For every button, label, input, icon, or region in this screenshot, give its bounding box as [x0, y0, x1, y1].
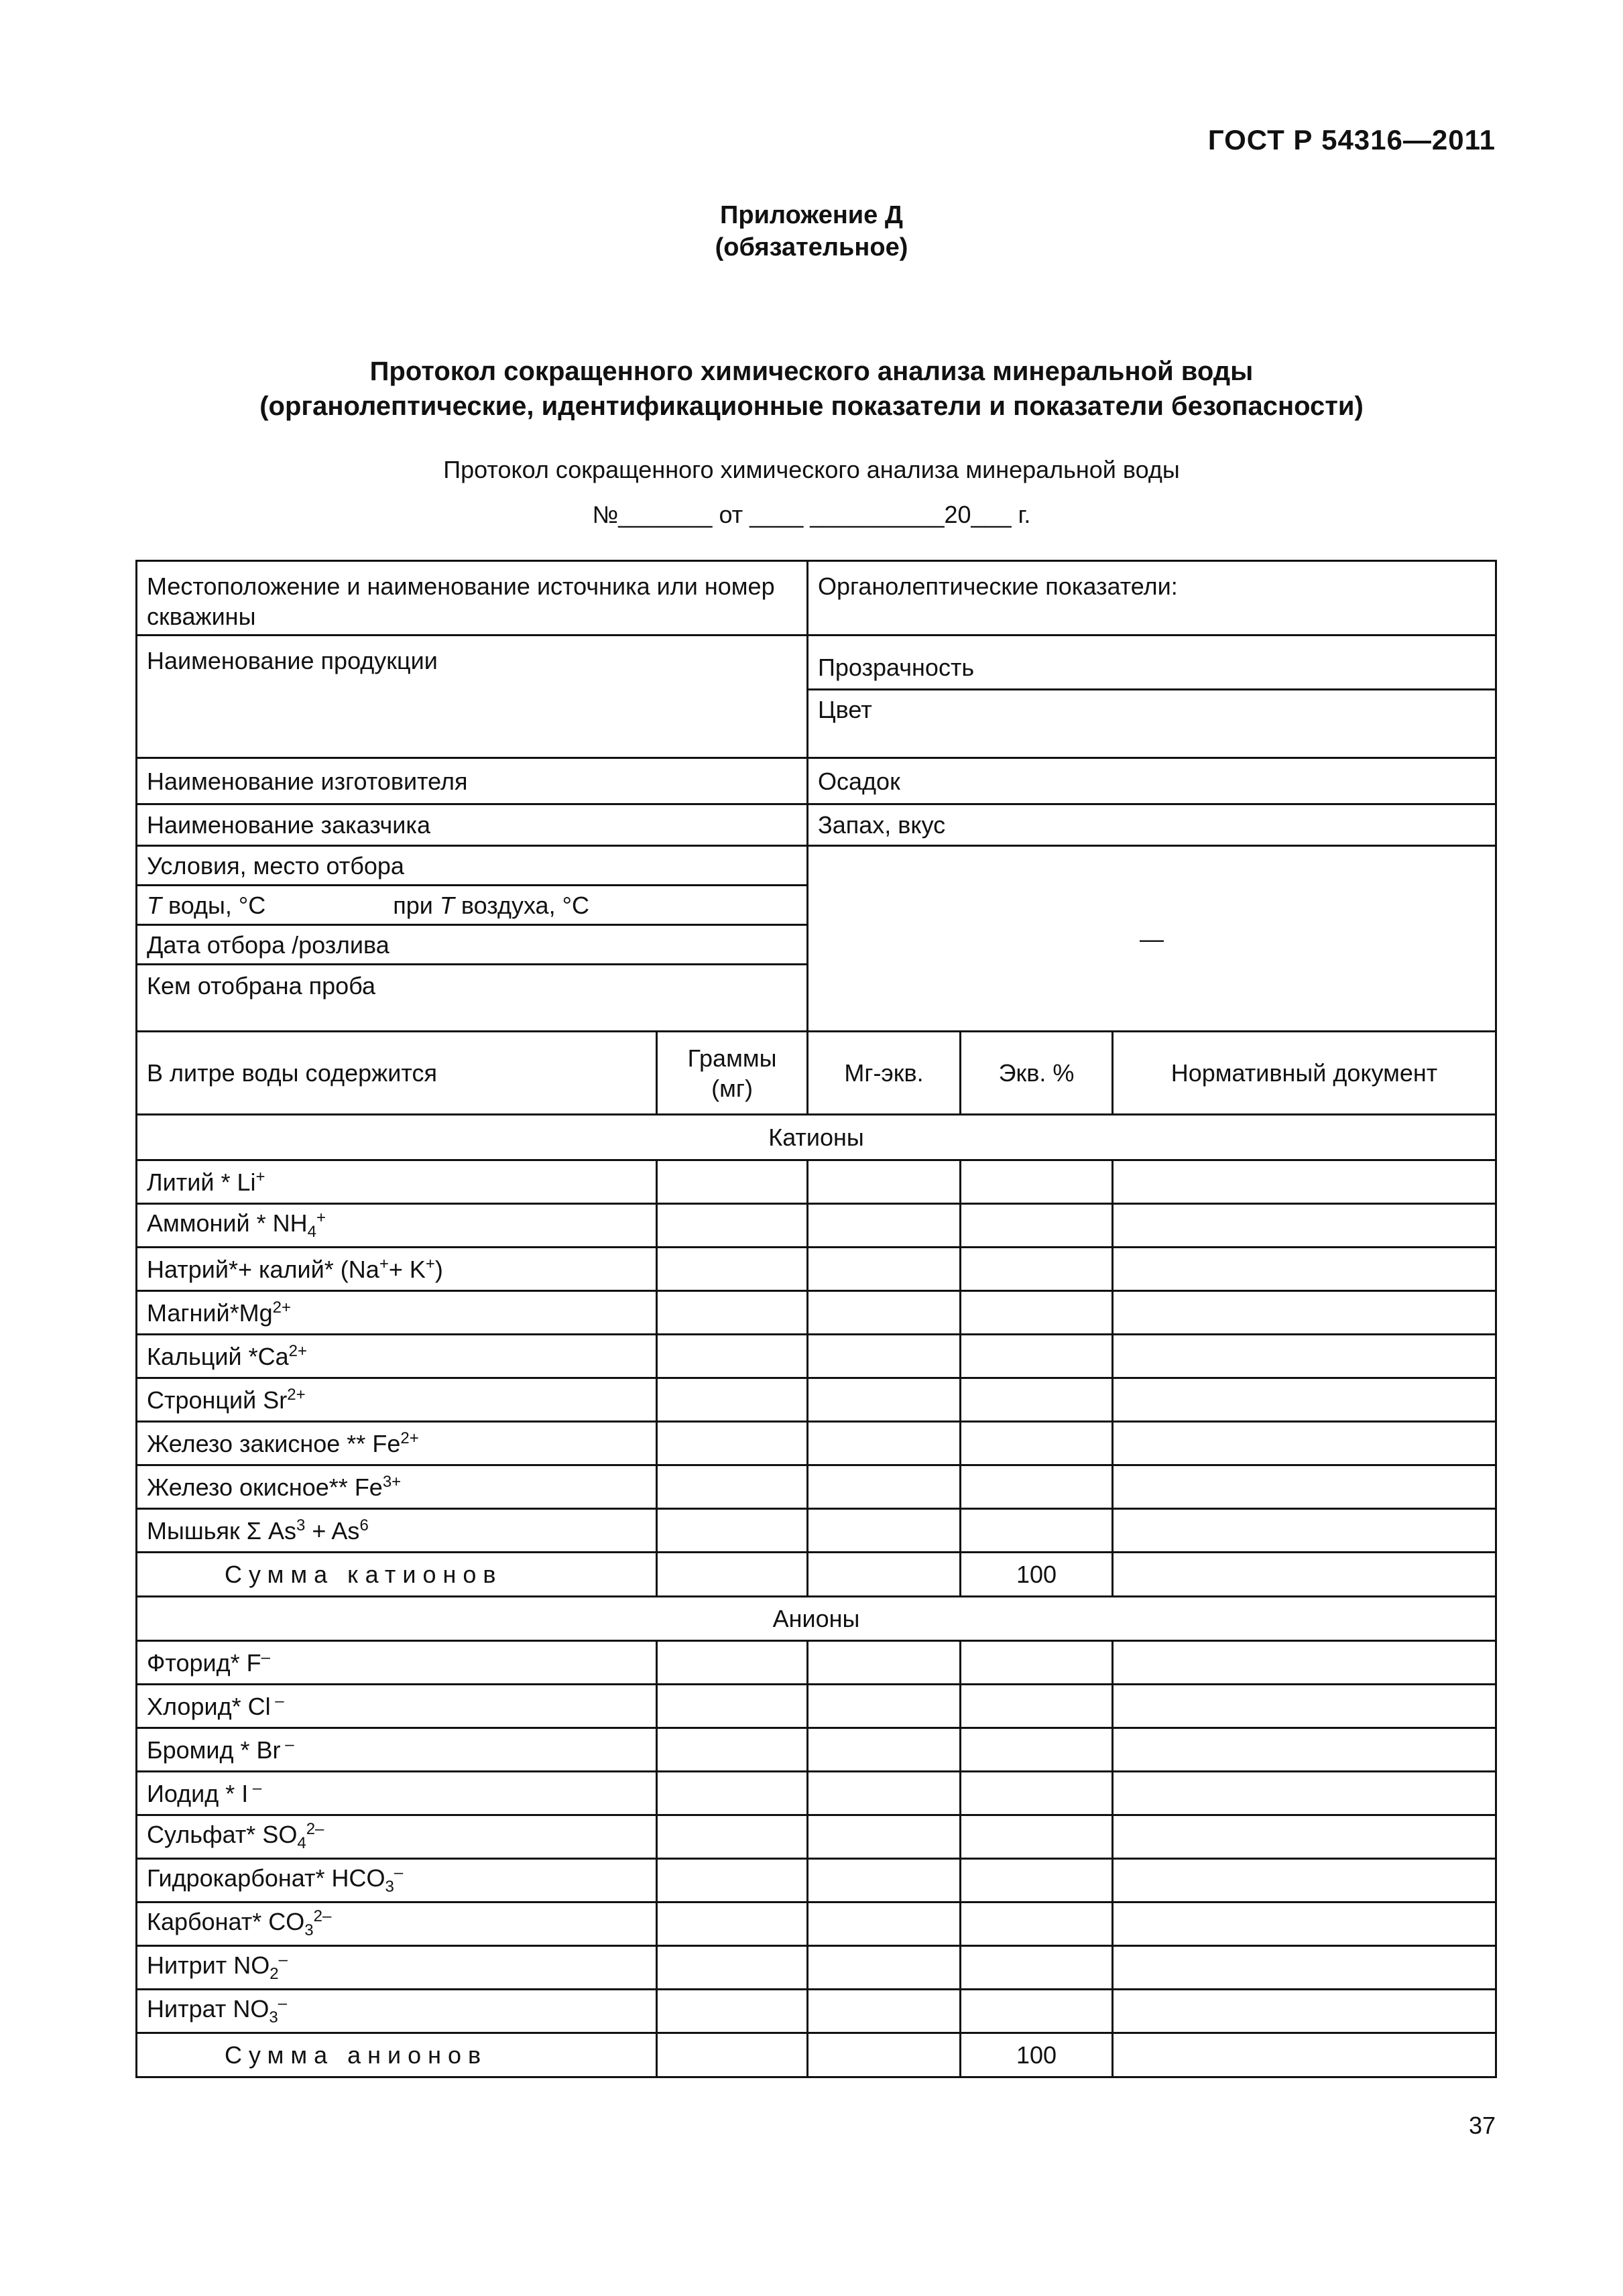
- anion-row: [137, 1641, 1496, 1685]
- cell-empty: [1113, 1553, 1496, 1597]
- smell-taste-cell: Запах, вкус: [808, 804, 1496, 846]
- value-cell: [657, 1772, 808, 1815]
- value-cell: [961, 1902, 1113, 1946]
- cations-sum-label: Сумма катионов: [137, 1553, 657, 1597]
- protocol-table: [135, 560, 1497, 2078]
- value-cell: [808, 1465, 961, 1509]
- value-cell: [657, 1946, 808, 1990]
- value-cell: [657, 1509, 808, 1553]
- value-cell: [657, 1335, 808, 1378]
- ion-label: Аммоний * NH: [147, 1209, 308, 1237]
- cell-empty: [1113, 2033, 1496, 2077]
- ion-charge: 2+: [287, 1385, 306, 1404]
- cation-row: [137, 1509, 1496, 1553]
- value-cell: [808, 1728, 961, 1772]
- col-grams-header: [657, 1032, 808, 1115]
- value-cell: [657, 1160, 808, 1204]
- anion-name: [137, 1902, 657, 1946]
- value-cell: [1113, 1815, 1496, 1859]
- value-cell: [657, 1204, 808, 1248]
- ion-charge: –: [278, 1994, 288, 2013]
- value-cell: [1113, 1902, 1496, 1946]
- value-cell: [1113, 1465, 1496, 1509]
- value-cell: [808, 1685, 961, 1728]
- value-cell: [961, 1160, 1113, 1204]
- col-norm-header: Нормативный документ: [1113, 1032, 1496, 1115]
- anion-name: [137, 1728, 657, 1772]
- customer-cell: Наименование заказчика: [137, 804, 808, 846]
- organoleptic-heading: Органолептические показатели:: [808, 561, 1496, 636]
- manufacturer-cell: Наименование изготовителя: [137, 758, 808, 804]
- ion-charge: 3: [296, 1516, 306, 1534]
- value-cell: [961, 1248, 1113, 1291]
- cell-empty: [657, 2033, 808, 2077]
- cation-row: [137, 1422, 1496, 1465]
- product-cell: Наименование продукции: [137, 636, 808, 758]
- ion-charge: –: [261, 1648, 270, 1667]
- page-number: 37: [1468, 2112, 1496, 2139]
- anion-rows: [137, 1641, 1496, 2033]
- protocol-subtitle: Протокол сокращенного химического анализа минеральной воды: [443, 456, 1180, 483]
- value-cell: [1113, 1291, 1496, 1335]
- value-cell: [961, 1509, 1113, 1553]
- value-cell: [1113, 1685, 1496, 1728]
- cell-empty: [657, 1553, 808, 1597]
- value-cell: [961, 1815, 1113, 1859]
- anion-row: [137, 1685, 1496, 1728]
- sediment-cell: Осадок: [808, 758, 1496, 804]
- ion-label: Стронций Sr: [147, 1386, 288, 1414]
- cation-rows: [137, 1160, 1496, 1553]
- ion-charge: +: [316, 1209, 326, 1227]
- value-cell: [1113, 1509, 1496, 1553]
- sampling-date-cell: Дата отбора /розлива: [137, 925, 808, 965]
- protocol-title-line2: (органолептические, идентификационные показатели и показатели безопасности): [259, 391, 1364, 421]
- anion-row: [137, 1728, 1496, 1772]
- cation-row: [137, 1335, 1496, 1378]
- value-cell: [808, 1422, 961, 1465]
- anions-sum-value: 100: [961, 2033, 1113, 2077]
- value-cell: [808, 1815, 961, 1859]
- anion-row: [137, 1946, 1496, 1990]
- value-cell: [657, 1859, 808, 1902]
- value-cell: [657, 1422, 808, 1465]
- value-cell: [657, 1291, 808, 1335]
- anion-name: [137, 1685, 657, 1728]
- value-cell: [657, 1641, 808, 1685]
- value-cell: [808, 1641, 961, 1685]
- cation-row: [137, 1291, 1496, 1335]
- ion-charge: +: [379, 1254, 389, 1273]
- anion-row: [137, 1815, 1496, 1859]
- value-cell: [961, 1422, 1113, 1465]
- value-cell: [961, 1335, 1113, 1378]
- anion-name: [137, 1815, 657, 1859]
- ion-charge: –: [280, 1735, 294, 1754]
- value-cell: [808, 1990, 961, 2033]
- value-cell: [808, 1902, 961, 1946]
- ion-subscript: 3: [269, 2008, 278, 2027]
- value-cell: [1113, 1946, 1496, 1990]
- ion-charge: +: [425, 1254, 435, 1273]
- value-cell: [1113, 1204, 1496, 1248]
- document-code: ГОСТ Р 54316—2011: [1207, 124, 1496, 156]
- ion-subscript: 3: [385, 1878, 394, 1896]
- ion-charge: 3+: [382, 1472, 402, 1491]
- ion-charge: 2–: [313, 1907, 332, 1926]
- value-cell: [1113, 1378, 1496, 1422]
- value-cell: [657, 1248, 808, 1291]
- value-cell: [808, 1160, 961, 1204]
- anion-row: [137, 1772, 1496, 1815]
- value-cell: [961, 1685, 1113, 1728]
- dash-cell: —: [808, 846, 1496, 1032]
- cation-name: [137, 1204, 657, 1248]
- value-cell: [1113, 1422, 1496, 1465]
- value-cell: [657, 1465, 808, 1509]
- ion-label: Карбонат* CO: [147, 1908, 305, 1936]
- ion-label: Нитрат NO: [147, 1995, 269, 2023]
- ion-label: Натрий*+ калий* (Na: [147, 1255, 379, 1283]
- ion-label: Литий * Li: [147, 1168, 256, 1196]
- cation-name: [137, 1160, 657, 1204]
- ion-charge: 2+: [288, 1341, 307, 1360]
- protocol-number-line: №_______ от ____ __________20___ г.: [592, 501, 1031, 528]
- value-cell: [1113, 1335, 1496, 1378]
- col-eq-pct-header: Экв. %: [961, 1032, 1113, 1115]
- annex-title: Приложение Д: [720, 201, 903, 229]
- ion-label: Фторид* F: [147, 1648, 261, 1677]
- value-cell: [657, 1728, 808, 1772]
- ion-label: Бромид * Br: [147, 1736, 281, 1764]
- value-cell: [961, 1378, 1113, 1422]
- ion-charge: 2+: [272, 1298, 292, 1317]
- cation-row: [137, 1248, 1496, 1291]
- cation-name: [137, 1509, 657, 1553]
- ion-charge: 2+: [400, 1429, 419, 1447]
- value-cell: [961, 1859, 1113, 1902]
- anion-name: [137, 1859, 657, 1902]
- value-cell: [657, 1685, 808, 1728]
- ion-subscript: 3: [304, 1921, 314, 1940]
- anions-heading: Анионы: [137, 1597, 1496, 1641]
- value-cell: [961, 1641, 1113, 1685]
- anion-name: [137, 1990, 657, 2033]
- ion-label-tail: + As: [305, 1516, 360, 1545]
- annex-subtitle: (обязательное): [715, 233, 908, 261]
- anions-sum-label: Сумма анионов: [137, 2033, 657, 2077]
- value-cell: [1113, 1248, 1496, 1291]
- cation-name: [137, 1378, 657, 1422]
- value-cell: [961, 1728, 1113, 1772]
- ion-charge: –: [394, 1864, 404, 1882]
- ion-label: Гидрокарбонат* HCO: [147, 1864, 385, 1892]
- ion-charge: –: [278, 1951, 288, 1970]
- ion-label: Магний*Mg: [147, 1298, 273, 1327]
- anion-name: [137, 1641, 657, 1685]
- conditions-cell: Условия, место отбора: [137, 846, 808, 886]
- ion-label: Железо окисное** Fe: [147, 1473, 383, 1501]
- value-cell: [808, 1248, 961, 1291]
- value-cell: [808, 1772, 961, 1815]
- value-cell: [657, 1815, 808, 1859]
- value-cell: [961, 1291, 1113, 1335]
- anion-name: [137, 1946, 657, 1990]
- location-cell: Местоположение и наименование источника или номер скважины: [137, 561, 808, 636]
- cation-row: [137, 1465, 1496, 1509]
- value-cell: [808, 1291, 961, 1335]
- ion-label: Нитрит NO: [147, 1951, 270, 1980]
- cation-name: [137, 1465, 657, 1509]
- ion-label: Мышьяк Σ As: [147, 1516, 297, 1545]
- cation-name: [137, 1291, 657, 1335]
- value-cell: [961, 1465, 1113, 1509]
- cation-row: [137, 1204, 1496, 1248]
- ion-charge: +: [255, 1167, 265, 1186]
- ion-charge: 2–: [306, 1820, 324, 1839]
- col-meq-header: Мг-экв.: [808, 1032, 961, 1115]
- value-cell: [808, 1859, 961, 1902]
- ion-subscript: 2: [269, 1965, 279, 1984]
- sampler-cell: Кем отобрана проба: [137, 965, 808, 1032]
- ion-label: Иодид * I: [147, 1779, 249, 1807]
- value-cell: [961, 1990, 1113, 2033]
- value-cell: [1113, 1990, 1496, 2033]
- anion-row: [137, 1990, 1496, 2033]
- value-cell: [1113, 1641, 1496, 1685]
- ion-charge: –: [270, 1691, 284, 1710]
- col-content-header: В литре воды содержится: [137, 1032, 657, 1115]
- cations-heading: Катионы: [137, 1115, 1496, 1160]
- value-cell: [808, 1204, 961, 1248]
- water-temp-label: T воды, °C: [147, 891, 266, 919]
- value-cell: [657, 1902, 808, 1946]
- cation-row: [137, 1378, 1496, 1422]
- value-cell: [657, 1378, 808, 1422]
- ion-charge: 6: [359, 1516, 369, 1534]
- value-cell: [961, 1946, 1113, 1990]
- ion-label: Хлорид* Cl: [147, 1692, 271, 1720]
- value-cell: [808, 1509, 961, 1553]
- cation-name: [137, 1248, 657, 1291]
- temperature-cell: [137, 886, 808, 925]
- cation-name: [137, 1422, 657, 1465]
- value-cell: [1113, 1728, 1496, 1772]
- transparency-cell: Прозрачность: [808, 636, 1496, 690]
- ion-label-tail: + K: [388, 1255, 426, 1283]
- cell-empty: [808, 2033, 961, 2077]
- ion-label: Кальций *Ca: [147, 1342, 289, 1370]
- value-cell: [808, 1946, 961, 1990]
- color-cell: Цвет: [808, 690, 1496, 758]
- anion-row: [137, 1859, 1496, 1902]
- grams-label-line2: (мг): [711, 1074, 753, 1102]
- value-cell: [1113, 1160, 1496, 1204]
- cation-row: [137, 1160, 1496, 1204]
- value-cell: [808, 1335, 961, 1378]
- value-cell: [961, 1772, 1113, 1815]
- value-cell: [1113, 1772, 1496, 1815]
- cell-empty: [808, 1553, 961, 1597]
- ion-label-end: ): [434, 1255, 443, 1283]
- ion-subscript: 4: [297, 1834, 306, 1853]
- ion-label: Сульфат* SO: [147, 1821, 298, 1849]
- anion-name: [137, 1772, 657, 1815]
- ion-label: Железо закисное ** Fe: [147, 1429, 401, 1457]
- cation-name: [137, 1335, 657, 1378]
- value-cell: [961, 1204, 1113, 1248]
- anion-row: [137, 1902, 1496, 1946]
- grams-label-line1: Граммы: [687, 1044, 777, 1072]
- value-cell: [1113, 1859, 1496, 1902]
- value-cell: [808, 1378, 961, 1422]
- protocol-title: Протокол сокращенного химического анализа минеральной воды: [369, 357, 1254, 386]
- ion-subscript: 4: [307, 1223, 317, 1242]
- cations-sum-value: 100: [961, 1553, 1113, 1597]
- air-temp-label: при T воздуха, °C: [393, 891, 589, 919]
- value-cell: [657, 1990, 808, 2033]
- ion-charge: –: [248, 1778, 262, 1797]
